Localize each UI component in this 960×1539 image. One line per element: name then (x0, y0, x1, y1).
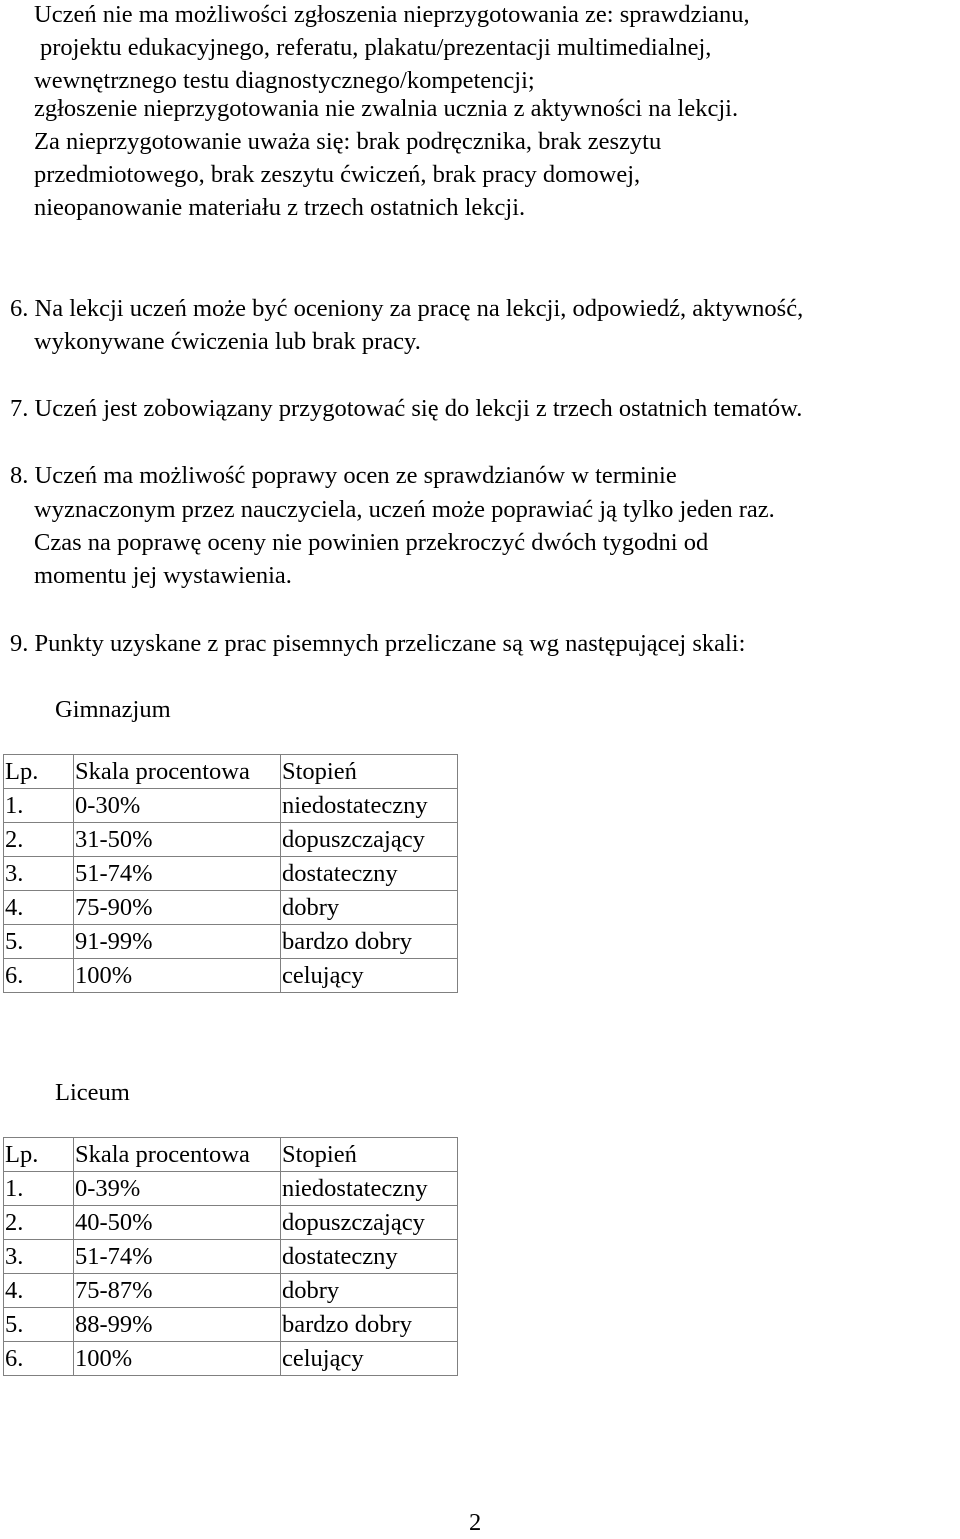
header-lp: Lp. (4, 755, 74, 789)
cell-stopien: dobry (281, 891, 458, 925)
paragraph-8-line: Czas na poprawę oceny nie powinien przekroczyć dwóch tygodni od (34, 529, 709, 556)
paragraph-9-line: 9. Punkty uzyskane z prac pisemnych przeliczane są wg następującej skali: (10, 630, 746, 657)
table-row (4, 1206, 458, 1240)
cell-lp: 4. (4, 891, 74, 925)
table-row (4, 1240, 458, 1274)
cell-lp: 3. (4, 1240, 74, 1274)
cell-lp: 1. (4, 1172, 74, 1206)
header-stopien: Stopień (281, 755, 458, 789)
liceum-table (3, 1137, 458, 1376)
paragraph-8-line: momentu jej wystawienia. (34, 562, 292, 589)
cell-skala: 100% (74, 959, 281, 993)
gimnazjum-heading: Gimnazjum (55, 696, 171, 723)
intro-line: nieopanowanie materiału z trzech ostatnich lekcji. (34, 194, 526, 221)
intro-line: Za nieprzygotowanie uważa się: brak podręcznika, brak zeszytu (34, 128, 662, 155)
table-row (4, 823, 458, 857)
table-header-row (4, 1138, 458, 1172)
cell-stopien: dostateczny (281, 857, 458, 891)
table-row (4, 1308, 458, 1342)
cell-lp: 1. (4, 789, 74, 823)
intro-line: zgłoszenie nieprzygotowania nie zwalnia ucznia z aktywności na lekcji. (34, 95, 739, 122)
cell-stopien: dostateczny (281, 1240, 458, 1274)
table-row (4, 1274, 458, 1308)
cell-skala: 51-74% (74, 1240, 281, 1274)
cell-skala: 0-39% (74, 1172, 281, 1206)
table-row (4, 891, 458, 925)
intro-line: Uczeń nie ma możliwości zgłoszenia nieprzygotowania ze: sprawdzianu, (34, 1, 750, 28)
cell-skala: 91-99% (74, 925, 281, 959)
cell-stopien: niedostateczny (281, 789, 458, 823)
cell-lp: 5. (4, 1308, 74, 1342)
cell-stopien: celujący (281, 1342, 458, 1376)
paragraph-8-line: wyznaczonym przez nauczyciela, uczeń może poprawiać ją tylko jeden raz. (34, 496, 775, 523)
intro-line: projektu edukacyjnego, referatu, plakatu/prezentacji multimedialnej, (40, 34, 712, 61)
header-stopien: Stopień (281, 1138, 458, 1172)
header-lp: Lp. (4, 1138, 74, 1172)
cell-skala: 75-90% (74, 891, 281, 925)
cell-stopien: celujący (281, 959, 458, 993)
table-row (4, 1172, 458, 1206)
cell-lp: 4. (4, 1274, 74, 1308)
cell-stopien: dopuszczający (281, 823, 458, 857)
cell-stopien: niedostateczny (281, 1172, 458, 1206)
cell-stopien: bardzo dobry (281, 925, 458, 959)
cell-skala: 88-99% (74, 1308, 281, 1342)
table-row (4, 857, 458, 891)
cell-lp: 2. (4, 823, 74, 857)
page-number: 2 (469, 1509, 482, 1536)
cell-skala: 100% (74, 1342, 281, 1376)
cell-skala: 31-50% (74, 823, 281, 857)
cell-lp: 2. (4, 1206, 74, 1240)
paragraph-8-line: 8. Uczeń ma możliwość poprawy ocen ze sprawdzianów w terminie (10, 462, 677, 489)
cell-skala: 75-87% (74, 1274, 281, 1308)
table-header-row (4, 755, 458, 789)
paragraph-6-line: 6. Na lekcji uczeń może być oceniony za pracę na lekcji, odpowiedź, aktywność, (10, 295, 804, 322)
cell-stopien: dobry (281, 1274, 458, 1308)
cell-stopien: dopuszczający (281, 1206, 458, 1240)
cell-skala: 40-50% (74, 1206, 281, 1240)
cell-skala: 0-30% (74, 789, 281, 823)
paragraph-7-line: 7. Uczeń jest zobowiązany przygotować się do lekcji z trzech ostatnich tematów. (10, 395, 803, 422)
cell-skala: 51-74% (74, 857, 281, 891)
gimnazjum-table (3, 754, 458, 993)
header-skala: Skala procentowa (74, 755, 281, 789)
intro-line: wewnętrznego testu diagnostycznego/kompetencji; (34, 67, 535, 94)
paragraph-6-line: wykonywane ćwiczenia lub brak pracy. (34, 328, 421, 355)
table-row (4, 959, 458, 993)
cell-lp: 6. (4, 1342, 74, 1376)
table-row (4, 1342, 458, 1376)
table-row (4, 925, 458, 959)
table-row (4, 789, 458, 823)
cell-lp: 6. (4, 959, 74, 993)
header-skala: Skala procentowa (74, 1138, 281, 1172)
cell-lp: 5. (4, 925, 74, 959)
cell-lp: 3. (4, 857, 74, 891)
liceum-heading: Liceum (55, 1079, 130, 1106)
intro-line: przedmiotowego, brak zeszytu ćwiczeń, brak pracy domowej, (34, 161, 641, 188)
cell-stopien: bardzo dobry (281, 1308, 458, 1342)
